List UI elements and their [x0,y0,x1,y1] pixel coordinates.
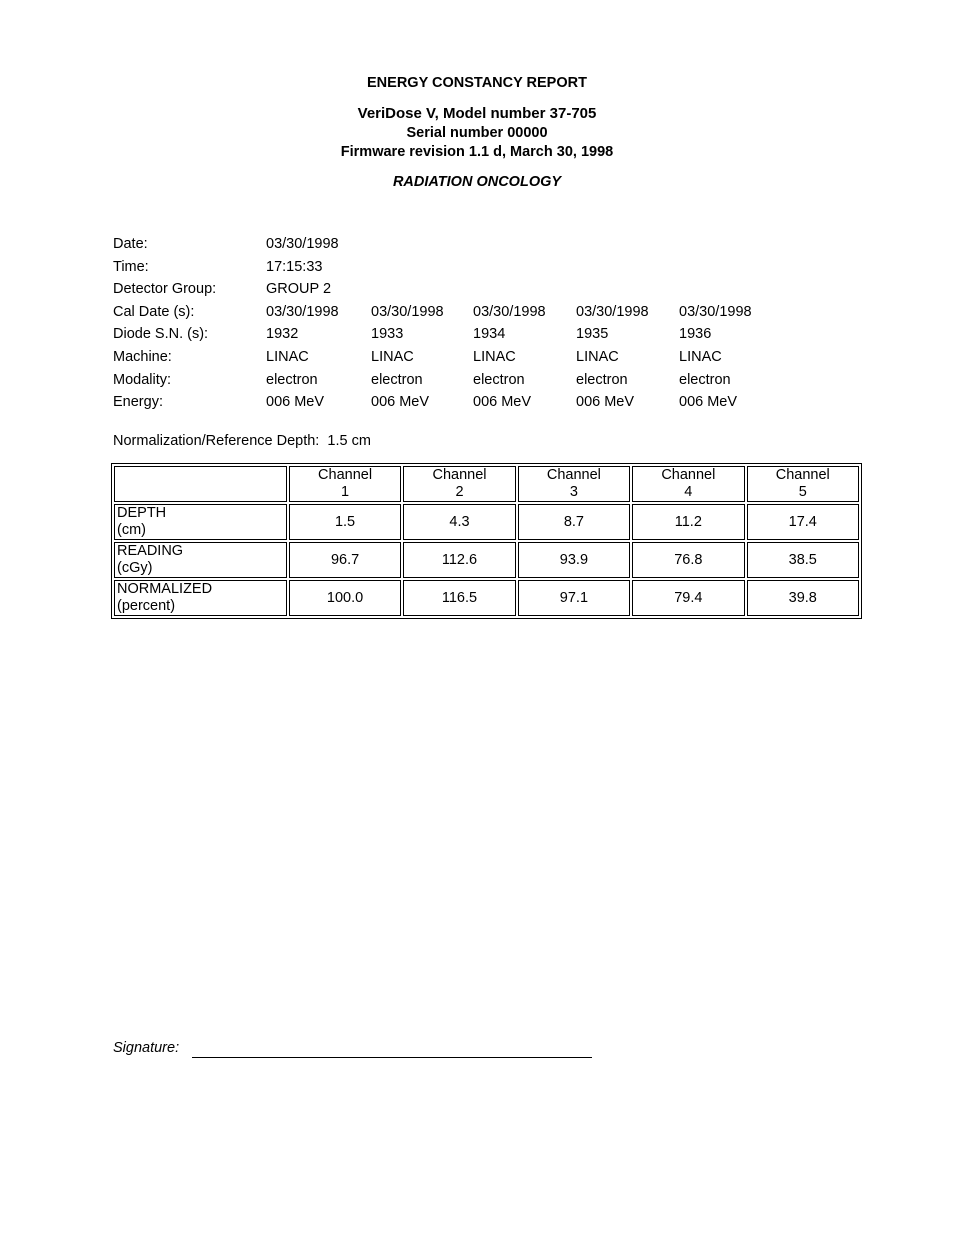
row-header-unit: (cGy) [117,560,153,576]
table-cell: 97.1 [518,580,630,616]
cal-date-value: 03/30/1998 [679,303,752,320]
cal-date-value: 03/30/1998 [473,303,546,320]
table-row [114,542,859,578]
modality-value: electron [371,371,423,388]
normalization-value: 1.5 cm [327,433,371,449]
time-value: 17:15:33 [266,258,323,275]
diode-sn-value: 1932 [266,326,299,343]
row-header-name: READING [117,543,184,559]
channel-header [747,466,859,502]
signature-label: Signature: [113,1040,180,1056]
channel-header [289,466,401,502]
channel-header [403,466,515,502]
channel-header-label: Channel [318,467,373,483]
machine-value: LINAC [266,348,309,365]
row-header-unit: (percent) [117,598,176,614]
normalization-line [113,433,371,449]
channel-header-label: Channel [661,467,716,483]
measurement-table [111,463,862,619]
table-cell: 39.8 [747,580,859,616]
diode-sn-label: Diode S.N. (s): [113,326,209,343]
energy-value: 006 MeV [371,394,430,411]
energy-label: Energy: [113,394,163,411]
channel-header-number: 1 [341,484,350,500]
channel-header [632,466,744,502]
time-label: Time: [113,258,149,275]
serial-line: Serial number 00000 [406,125,548,141]
table-row [114,504,859,540]
machine-value: LINAC [473,348,516,365]
cal-date-label: Cal Date (s): [113,303,195,320]
department-line: RADIATION ONCOLOGY [392,174,562,190]
diode-sn-value: 1934 [473,326,506,343]
modality-value: electron [266,371,318,388]
channel-header-label: Channel [775,467,830,483]
modality-label: Modality: [113,371,172,388]
table-cell: 100.0 [289,580,401,616]
channel-header [518,466,630,502]
energy-value: 006 MeV [266,394,325,411]
channel-header-number: 5 [798,484,807,500]
channel-header-number: 3 [569,484,578,500]
table-cell: 112.6 [403,542,515,578]
row-header-name: NORMALIZED [117,581,213,597]
table-row [114,580,859,616]
table-cell: 8.7 [518,504,630,540]
report-title: ENERGY CONSTANCY REPORT [367,75,587,91]
energy-value: 006 MeV [473,394,532,411]
machine-value: LINAC [576,348,619,365]
model-line: VeriDose V, Model number 37-705 [357,105,597,122]
machine-label: Machine: [113,348,172,365]
signature-line[interactable] [192,1057,592,1058]
row-header [114,542,287,578]
cal-date-value: 03/30/1998 [576,303,649,320]
table-cell: 1.5 [289,504,401,540]
table-cell: 11.2 [632,504,744,540]
table-cell: 96.7 [289,542,401,578]
table-cell: 38.5 [747,542,859,578]
firmware-line: Firmware revision 1.1 d, March 30, 1998 [340,144,614,160]
date-value: 03/30/1998 [266,236,339,252]
detector-group-label: Detector Group: [113,281,217,298]
diode-sn-value: 1935 [576,326,609,343]
modality-value: electron [473,371,525,388]
table-cell: 76.8 [632,542,744,578]
row-header-unit: (cm) [117,522,146,538]
table-cell: 4.3 [403,504,515,540]
row-header [114,504,287,540]
table-corner-cell [114,466,287,502]
channel-header-label: Channel [432,467,487,483]
cal-date-value: 03/30/1998 [266,303,339,320]
row-header [114,580,287,616]
cal-date-value: 03/30/1998 [371,303,444,320]
energy-value: 006 MeV [576,394,635,411]
table-cell: 93.9 [518,542,630,578]
channel-header-number: 2 [455,484,464,500]
table-cell: 116.5 [403,580,515,616]
machine-value: LINAC [679,348,722,365]
detector-group-value: GROUP 2 [266,281,332,298]
table-cell: 79.4 [632,580,744,616]
date-label: Date: [113,236,148,252]
normalization-label: Normalization/Reference Depth: [113,433,320,449]
diode-sn-value: 1933 [371,326,404,343]
diode-sn-value: 1936 [679,326,712,343]
table-header-row [114,466,859,502]
energy-value: 006 MeV [679,394,738,411]
modality-value: electron [576,371,628,388]
modality-value: electron [679,371,731,388]
machine-value: LINAC [371,348,414,365]
table-cell: 17.4 [747,504,859,540]
channel-header-number: 4 [684,484,693,500]
channel-header-label: Channel [546,467,601,483]
row-header-name: DEPTH [117,505,167,521]
